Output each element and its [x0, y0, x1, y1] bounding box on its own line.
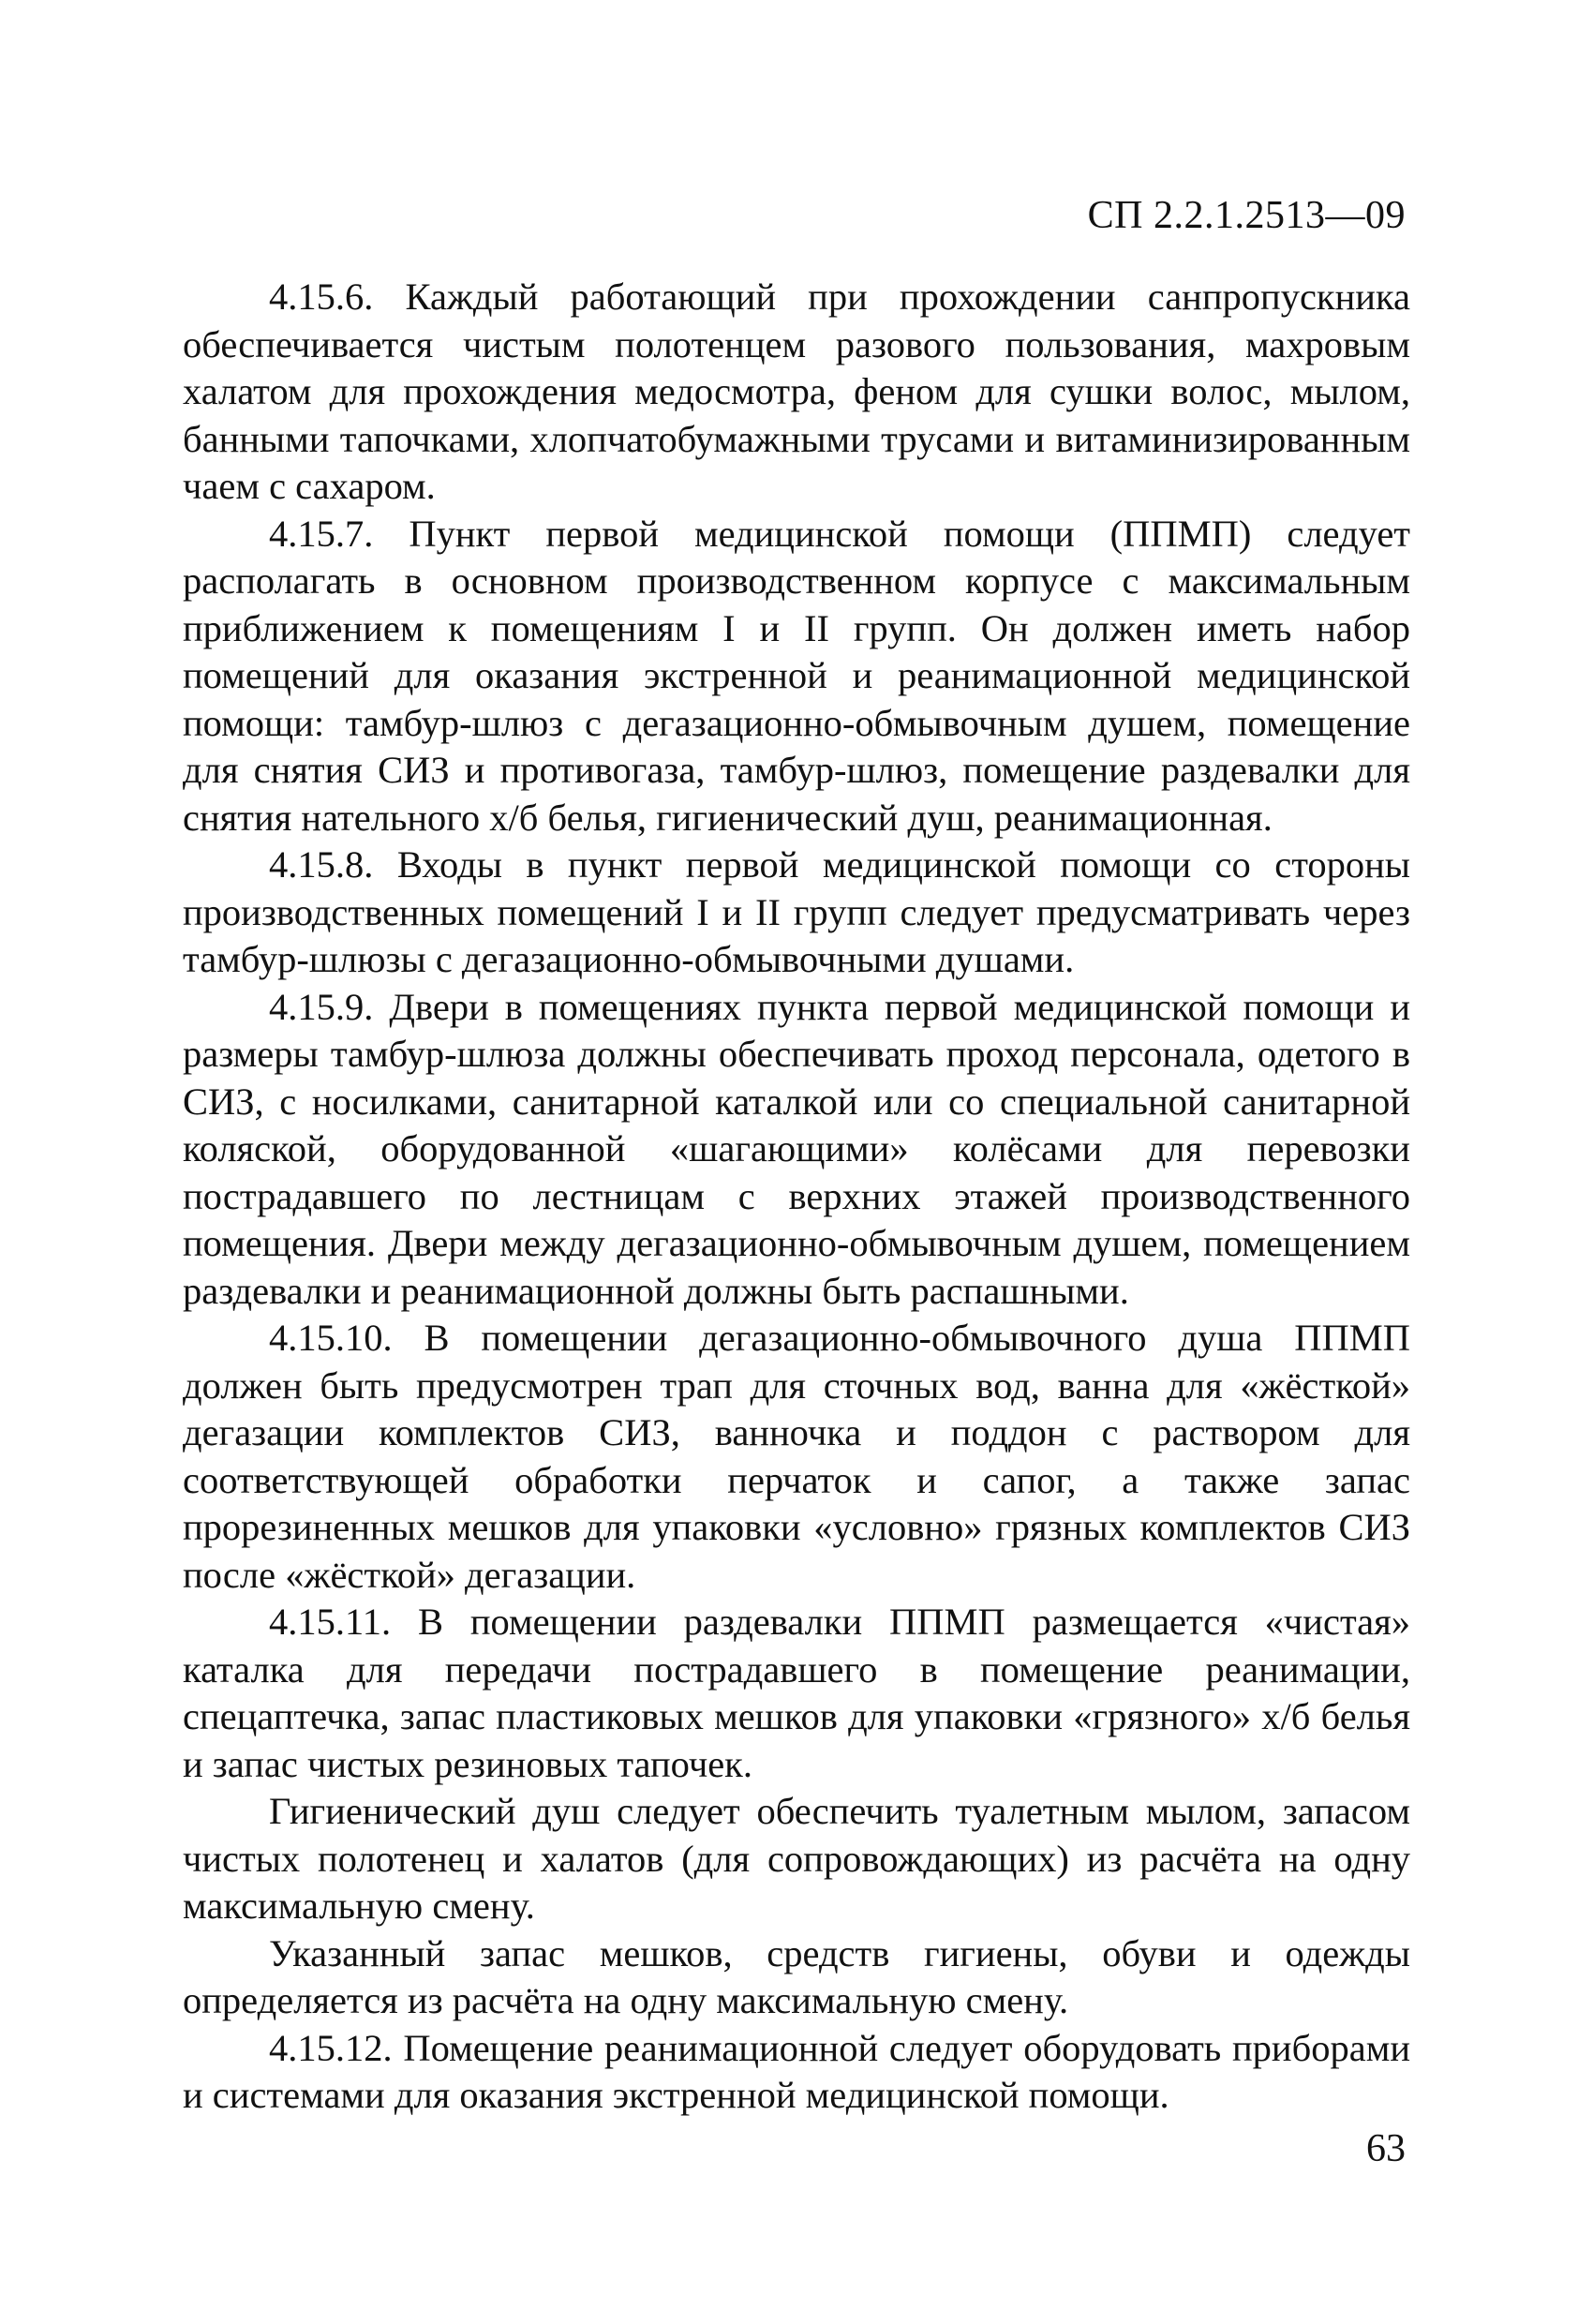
paragraph-supply-calculation: Указанный запас мешков, средств гигиены, обуви и одежды определяется из расчёта на одну максимальную смену. [183, 1931, 1410, 2021]
document-code-header: СП 2.2.1.2513—09 [1087, 194, 1406, 237]
document-body [183, 274, 1410, 2120]
paragraph-4-15-10: 4.15.10. В помещении дегазационно-обмывочного душа ППМП должен быть предусмотрен трап для сточных вод, ванна для «жёсткой» дегазации комплектов СИЗ, ванночка и поддон с раствором для соответствующей обработки перчаток и сапог, а также запас прорезиненных мешков для упаковки «условно» грязных комплектов СИЗ после «жёсткой» дегазации. [183, 1317, 1410, 1596]
paragraph-4-15-8: 4.15.8. Входы в пункт первой медицинской помощи со стороны производственных помещений I и II групп следует предусматривать через тамбур-шлюзы с дегазационно-обмывочными душами. [183, 843, 1410, 980]
page-number: 63 [1366, 2127, 1406, 2170]
paragraph-4-15-6: 4.15.6. Каждый работающий при прохождении санпропускника обеспечивается чистым полотенцем разового пользования, махровым халатом для прохождения медосмотра, феном для сушки волос, мылом, банными тапочками, хлопчатобумажными трусами и витаминизированным чаем с сахаром. [183, 276, 1410, 507]
paragraph-4-15-7: 4.15.7. Пункт первой медицинской помощи (ППМП) следует располагать в основном производственном корпусе с максимальным приближением к помещениям I и II групп. Он должен иметь набор помещений для оказания экстренной и реанимационной медицинской помощи: тамбур-шлюз с дегазационно-обмывочным душем, помещение для снятия СИЗ и противогаза, тамбур-шлюз, помещение раздевалки для снятия нательного х/б белья, гигиенический душ, реанимационная. [183, 512, 1410, 839]
paragraph-hygienic-shower: Гигиенический душ следует обеспечить туалетным мылом, запасом чистых полотенец и халатов (для сопровождающих) из расчёта на одну максимальную смену. [183, 1790, 1410, 1927]
paragraph-4-15-9: 4.15.9. Двери в помещениях пункта первой медицинской помощи и размеры тамбур-шлюза должны обеспечивать проход персонала, одетого в СИЗ, с носилками, санитарной каталкой или со специальной санитарной коляской, оборудованной «шагающими» колёсами для перевозки пострадавшего по лестницам с верхних этажей производственного помещения. Двери между дегазационно-обмывочным душем, помещением раздевалки и реанимационной должны быть распашными. [183, 985, 1410, 1312]
paragraph-4-15-12: 4.15.12. Помещение реанимационной следует оборудовать приборами и системами для оказания экстренной медицинской помощи. [183, 2026, 1410, 2116]
paragraph-4-15-11: 4.15.11. В помещении раздевалки ППМП размещается «чистая» каталка для передачи пострадавшего в помещение реанимации, спецаптечка, запас пластиковых мешков для упаковки «грязного» х/б белья и запас чистых резиновых тапочек. [183, 1601, 1410, 1785]
